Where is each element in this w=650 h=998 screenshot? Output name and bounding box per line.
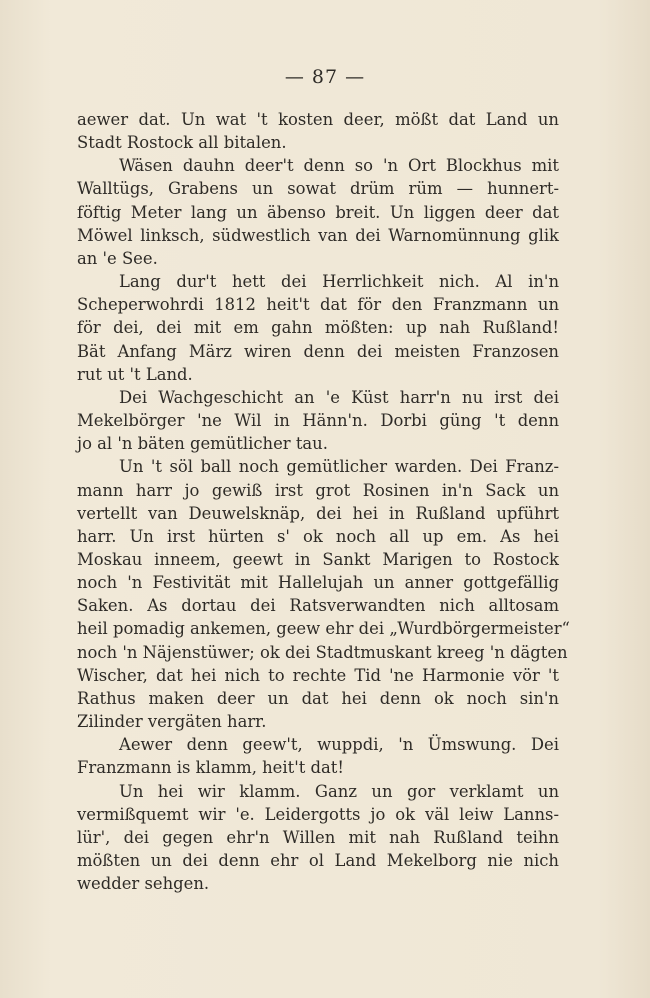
text-line: wedder sehgen. xyxy=(77,874,210,894)
text-line: för dei, dei mit em gahn mößten: up nah Rußland! xyxy=(77,318,559,338)
text-line: Wäsen dauhn deer't denn so 'n Ort Blockhus mit xyxy=(119,156,559,176)
text-line: Wischer, dat hei nich to rechte Tid 'ne Harmonie vör 't xyxy=(77,665,559,685)
text-line: jo al 'n bäten gemütlicher tau. xyxy=(77,434,328,454)
text-line: mann harr jo gewiß irst grot Rosinen in'n Sack un xyxy=(77,480,559,500)
text-line: Aewer denn geew't, wuppdi, 'n Ümswung. Dei xyxy=(119,735,559,755)
body-text xyxy=(77,108,570,895)
text-line: vermißquemt wir 'e. Leidergotts jo ok väl leiw Lanns- xyxy=(77,804,559,824)
text-line: Mekelbörger 'ne Wil in Hänn'n. Dorbi güng 't denn xyxy=(77,411,559,431)
text-line: Franzmann is klamm, heit't dat! xyxy=(77,758,344,778)
page-number: — 87 — xyxy=(284,66,366,88)
text-line: Möwel linksch, südwestlich van dei Warnomünnung glik xyxy=(77,225,559,245)
text-line: Stadt Rostock all bitalen. xyxy=(77,133,287,153)
text-line: föftig Meter lang un äbenso breit. Un liggen deer dat xyxy=(77,202,559,222)
text-line: vertellt van Deuwelsknäp, dei hei in Rußland upführt xyxy=(77,503,559,523)
text-line: aewer dat. Un wat 't kosten deer, mößt dat Land un xyxy=(77,110,559,129)
text-line: Saken. As dortau dei Ratsverwandten nich alltosam xyxy=(77,596,559,616)
text-line: Zilinder vergäten harr. xyxy=(77,712,267,732)
text-line: heil pomadig ankemen, geew ehr dei „Wurdbörgermeister“ xyxy=(77,619,570,639)
text-line: Lang dur't hett dei Herrlichkeit nich. Al in'n xyxy=(119,272,559,292)
text-line: rut ut 't Land. xyxy=(77,364,193,384)
text-line: noch 'n Festivität mit Hallelujah un anner gottgefällig xyxy=(77,573,559,593)
text-line: Dei Wachgeschicht an 'e Küst harr'n nu irst dei xyxy=(119,387,559,407)
text-line: Scheperwohrdi 1812 heit't dat för den Franzmann un xyxy=(77,295,559,315)
text-line: harr. Un irst hürten s' ok noch all up em. As hei xyxy=(77,526,559,546)
text-line: Un 't söl ball noch gemütlicher warden. Dei Franz- xyxy=(119,457,559,477)
text-line: lür', dei gegen ehr'n Willen mit nah Rußland teihn xyxy=(77,827,559,847)
text-line: mößten un dei denn ehr ol Land Mekelborg nie nich xyxy=(77,851,559,870)
text-line: Moskau inneem, geewt in Sankt Marigen to Rostock xyxy=(77,549,559,569)
text-line: Un hei wir klamm. Ganz un gor verklamt un xyxy=(119,781,559,801)
text-line: noch 'n Näjenstüwer; ok dei Stadtmuskant kreeg 'n dägten xyxy=(77,642,568,662)
text-line: Bät Anfang März wiren denn dei meisten Franzosen xyxy=(77,341,559,361)
text-line: an 'e See. xyxy=(77,248,158,268)
text-line: Walltügs, Grabens un sowat drüm rüm — hunnert- xyxy=(77,179,559,199)
text-line: Rathus maken deer un dat hei denn ok noch sin'n xyxy=(77,688,559,708)
